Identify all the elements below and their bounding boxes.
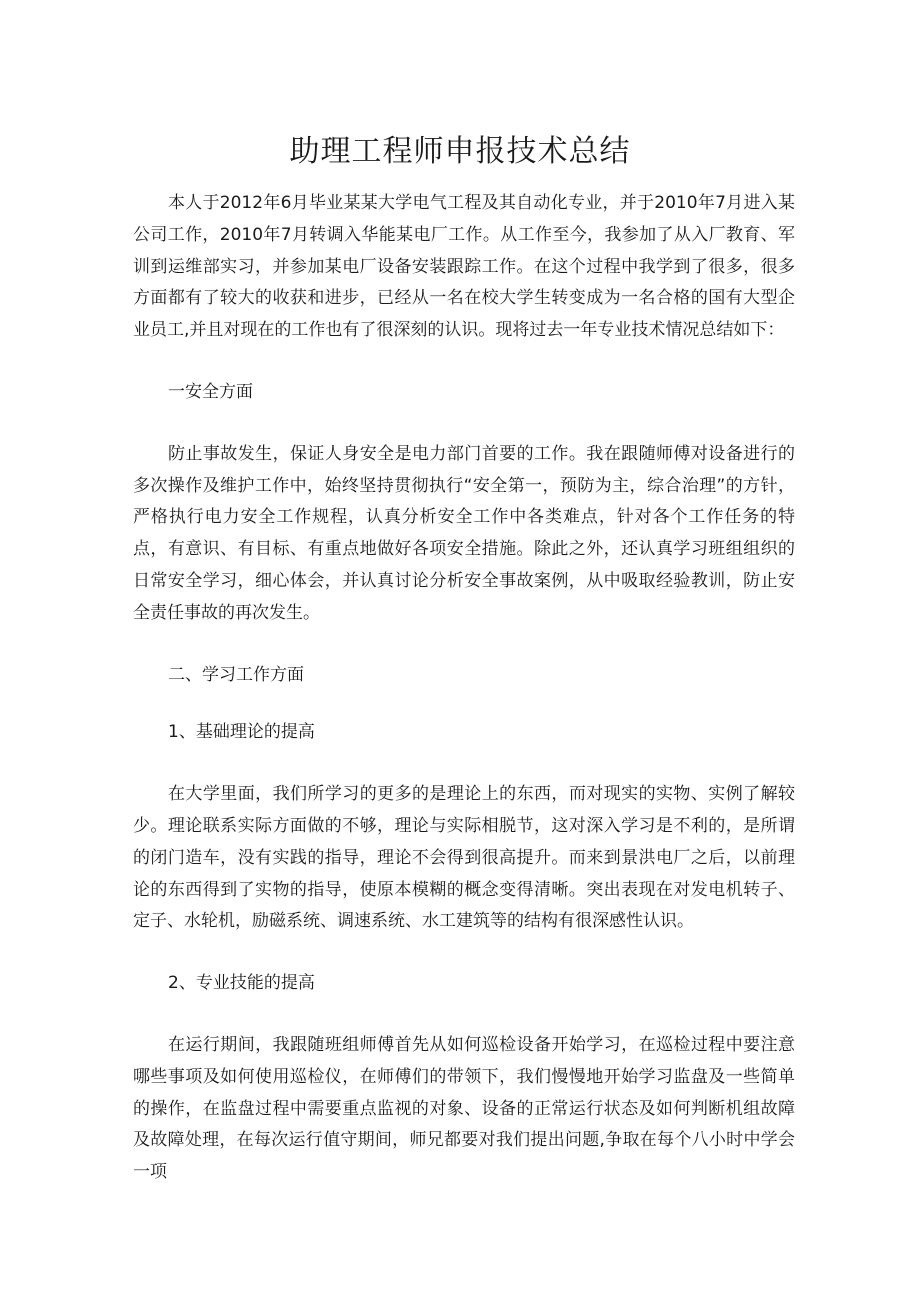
section-heading-study-work: 二、学习工作方面 [168,664,304,685]
spacer [133,630,795,660]
section-heading-safety: 一安全方面 [168,381,253,402]
theory-paragraph: 在大学里面，我们所学习的更多的是理论上的东西，而对现实的实物、实例了解较少。理论联系实际方面做的不够，理论与实际相脱节，这对深入学习是不利的，是所谓的闭门造车，没有实践的指导，理论不会得到很高提升。而来到景洪电厂之后，以前理论的东西得到了实物的指导，使原本模糊的概念变得清晰。突出表现在对发电机转子、定子、水轮机，励磁系统、调速系统、水工建筑等的结构有很深感性认识。 [133,784,795,932]
spacer [133,749,795,779]
spacer [133,409,795,439]
skills-paragraph: 在运行期间，我跟随班组师傅首先从如何巡检设备开始学习，在巡检过程中要注意哪些事项及如何使用巡检仪，在师傅们的带领下，我们慢慢地开始学习监盘及一些简单的操作，在监盘过程中需要重点监视的对象、设备的正常运行状态及如何判断机组故障及故障处理，在每次运行值守期间，师兄都要对我们提出问题,争取在每个八小时中学会一项 [133,1034,795,1183]
intro-paragraph: 本人于2012年6月毕业某某大学电气工程及其自动化专业，并于2010年7月进入某公司工作，2010年7月转调入华能某电厂工作。从工作至今，我参加了从入厂教育、军训到运维部实习，并参加某电厂设备安装跟踪工作。在这个过程中我学到了很多，很多方面都有了较大的收获和进步，已经从一名在校大学生转变成为一名合格的国有大型企业员工,并且对现在的工作也有了很深刻的认识。现将过去一年专业技术情况总结如下： [133,193,795,341]
subsection-heading-skills: 2、专业技能的提高 [168,973,315,994]
spacer [133,691,795,717]
subsection-heading-theory: 1、基础理论的提高 [168,722,315,743]
page-title: 助理工程师申报技术总结 [289,134,631,169]
safety-paragraph: 防止事故发生，保证人身安全是电力部门首要的工作。我在跟随师傅对设备进行的多次操作及维护工作中，始终坚持贯彻执行“安全第一，预防为主，综合治理”的方针，严格执行电力安全工作规程，认真分析安全工作中各类难点，针对各个工作任务的特点，有意识、有目标、有重点地做好各项安全措施。除此之外，还认真学习班组组织的日常安全学习，细心体会，并认真讨论分析安全事故案例，从中吸取经验教训，防止安全责任事故的再次发生。 [133,443,795,623]
spacer [133,347,795,377]
document-body [133,188,795,1189]
spacer [133,938,795,968]
spacer [133,1000,795,1030]
